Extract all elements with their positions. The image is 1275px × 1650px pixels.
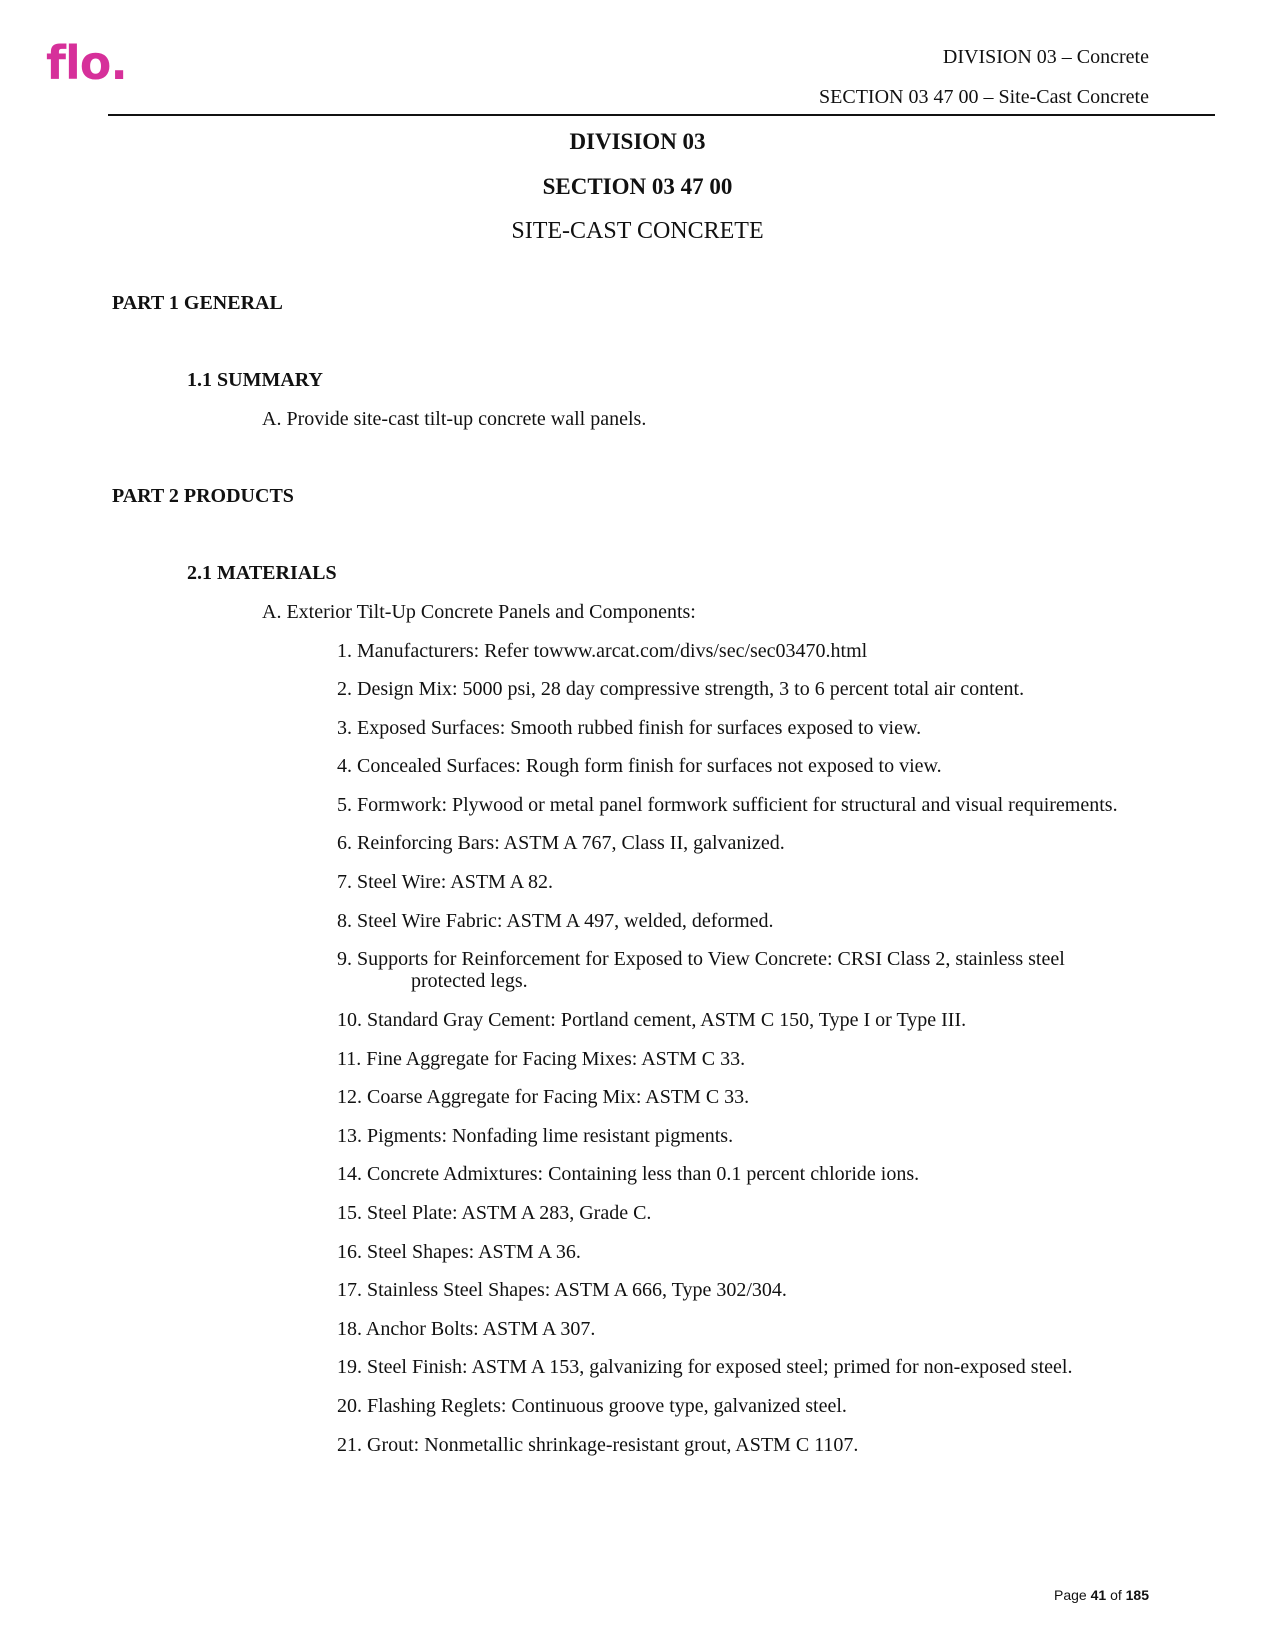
materials-item-text: 11. Fine Aggregate for Facing Mixes: ASTM C 33.	[337, 1048, 746, 1070]
materials-heading: 2.1 MATERIALS	[187, 562, 337, 584]
materials-list-item	[337, 794, 1118, 816]
materials-list-item	[337, 832, 785, 854]
materials-list-item	[337, 871, 553, 893]
materials-item-text: 1. Manufacturers: Refer towww.arcat.com/divs/sec/sec03470.html	[337, 640, 868, 662]
materials-item-text: 8. Steel Wire Fabric: ASTM A 497, welded, deformed.	[337, 910, 774, 932]
materials-list-item	[337, 1279, 787, 1301]
page-number	[1054, 1587, 1149, 1603]
materials-list-item	[337, 1202, 651, 1224]
materials-list-item	[337, 1125, 733, 1147]
company-logo: flo.	[46, 36, 127, 90]
materials-list-item	[337, 678, 1024, 700]
materials-item-text: 5. Formwork: Plywood or metal panel formwork sufficient for structural and visual requirements.	[337, 794, 1118, 816]
materials-list-item	[337, 755, 942, 777]
materials-item-text: 21. Grout: Nonmetallic shrinkage-resistant grout, ASTM C 1107.	[337, 1434, 859, 1456]
materials-list-item	[337, 717, 921, 739]
header-divider	[108, 114, 1215, 116]
materials-list-item	[337, 1241, 581, 1263]
materials-item-text: 7. Steel Wire: ASTM A 82.	[337, 871, 554, 893]
materials-item-text: 19. Steel Finish: ASTM A 153, galvanizing for exposed steel; primed for non-exposed steel.	[337, 1356, 1073, 1378]
materials-item-text: 17. Stainless Steel Shapes: ASTM A 666, Type 302/304.	[337, 1279, 787, 1301]
materials-item-text: 10. Standard Gray Cement: Portland cement, ASTM C 150, Type I or Type III.	[337, 1009, 967, 1031]
header-division: DIVISION 03 – Concrete	[942, 46, 1149, 68]
materials-list-item	[337, 640, 867, 662]
page-of: of	[1110, 1587, 1122, 1603]
page-total: 185	[1125, 1587, 1149, 1603]
part-1-heading: PART 1 GENERAL	[112, 292, 283, 314]
part-2-heading: PART 2 PRODUCTS	[112, 485, 294, 507]
materials-list-item	[337, 1009, 966, 1031]
document-section-title: SECTION 03 47 00	[542, 174, 733, 199]
materials-list-item	[337, 948, 1065, 992]
materials-item-text: 2. Design Mix: 5000 psi, 28 day compressive strength, 3 to 6 percent total air content.	[337, 678, 1025, 700]
materials-item-text: 15. Steel Plate: ASTM A 283, Grade C.	[337, 1202, 652, 1224]
materials-item-text: 6. Reinforcing Bars: ASTM A 767, Class II, galvanized.	[337, 832, 785, 854]
materials-item-text: 12. Coarse Aggregate for Facing Mix: ASTM C 33.	[337, 1086, 750, 1108]
summary-heading: 1.1 SUMMARY	[187, 369, 323, 391]
materials-item-text: 16. Steel Shapes: ASTM A 36.	[337, 1241, 581, 1263]
materials-item-text: 18. Anchor Bolts: ASTM A 307.	[337, 1318, 596, 1340]
document-section-name: SITE-CAST CONCRETE	[511, 218, 764, 244]
materials-list-item	[337, 1434, 858, 1456]
materials-item-continuation: protected legs.	[411, 970, 528, 992]
materials-list-item	[337, 1395, 847, 1417]
materials-item-text: 4. Concealed Surfaces: Rough form finish for surfaces not exposed to view.	[337, 755, 942, 777]
materials-item-text: 20. Flashing Reglets: Continuous groove type, galvanized steel.	[337, 1395, 847, 1417]
materials-paragraph: A. Exterior Tilt-Up Concrete Panels and Components:	[262, 601, 696, 623]
header-section: SECTION 03 47 00 – Site-Cast Concrete	[819, 86, 1149, 108]
materials-item-text: 9. Supports for Reinforcement for Exposed to View Concrete: CRSI Class 2, stainless steel	[337, 948, 1065, 970]
materials-list-item	[337, 910, 774, 932]
materials-list-item	[337, 1356, 1072, 1378]
materials-item-text: 13. Pigments: Nonfading lime resistant pigments.	[337, 1125, 734, 1147]
materials-list-item	[337, 1163, 919, 1185]
materials-item-text: 14. Concrete Admixtures: Containing less than 0.1 percent chloride ions.	[337, 1163, 920, 1185]
materials-list-item	[337, 1086, 749, 1108]
materials-item-text: 3. Exposed Surfaces: Smooth rubbed finish for surfaces exposed to view.	[337, 717, 922, 739]
materials-list-item	[337, 1318, 595, 1340]
page-word: Page	[1054, 1587, 1087, 1603]
page-current: 41	[1090, 1587, 1107, 1603]
materials-list-item	[337, 1048, 745, 1070]
summary-paragraph: A. Provide site-cast tilt-up concrete wall panels.	[262, 408, 647, 430]
document-division-title: DIVISION 03	[569, 129, 706, 154]
